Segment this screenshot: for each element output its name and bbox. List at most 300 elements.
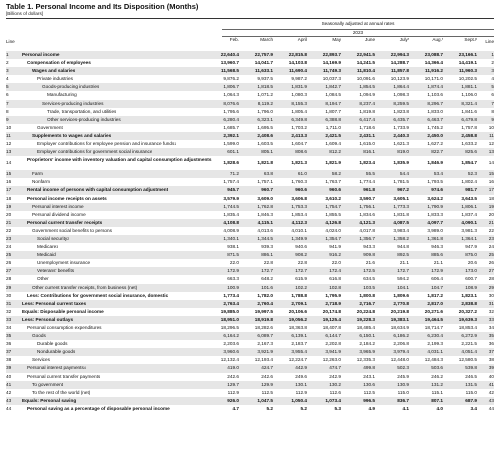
table-row [6,170,494,178]
row-label [37,148,152,156]
value-cell: 1,744.5 [223,203,239,209]
value-cell: 22,893.7 [322,52,341,57]
value-cell: 23,166.1 [458,52,477,57]
row-label [32,381,63,389]
value-cell: 11,690.4 [289,68,307,74]
value-cell: 822.7 [431,149,443,155]
value-cell: 8,321.4 [461,100,477,106]
month-revision-mark: r [407,37,409,41]
value-cell: 9,987.2 [291,76,307,82]
table-row [6,275,494,283]
value-cell: 1,685.7 [223,124,239,130]
value-cell: 6,349.8 [291,116,307,122]
month-header: March [260,37,273,42]
value-cell: 1,835.4 [223,211,239,217]
line-header-left: Line [6,39,15,44]
row-label [47,116,121,124]
value-cell: 104.1 [397,284,409,290]
table-row [6,316,494,324]
value-cell: 8,259.5 [393,100,409,106]
value-cell: 1,073.4 [325,397,341,403]
row-label-text: Personal income [22,52,60,57]
value-cell: 1,364.1 [461,235,477,241]
value-cell: 12,193.4 [254,357,273,363]
value-cell: 10,123.9 [390,76,409,82]
value-cell: 944.8 [397,244,409,250]
table-row [6,124,494,132]
row-label [32,170,43,178]
value-cell: 1,071.2 [257,92,273,98]
line-number-right: 33 [488,316,494,322]
table-row [6,235,494,243]
value-cell: 601.1 [227,149,239,155]
table-row [6,364,494,372]
value-cell: 648.2 [261,276,273,282]
value-cell: 442.9 [295,365,307,371]
value-cell: 946.3 [431,244,443,250]
value-cell: 4,051.4 [461,349,477,355]
line-number-right: 1 [491,52,494,57]
value-cell: 1,064.3 [223,92,239,98]
table-row [6,140,494,148]
value-cell: 2,450.0 [427,132,443,138]
line-number: 5 [6,84,9,90]
value-cell: 172.7 [295,268,307,274]
value-cell: 2,167.3 [257,341,273,347]
line-number-right: 38 [488,357,494,363]
line-number: 41 [6,381,12,387]
line-number-right: 31 [488,300,494,306]
value-cell: 3,981.3 [461,227,477,233]
line-number: 40 [6,373,12,379]
value-cell: 1,793.5 [427,179,443,185]
table-row [6,219,494,227]
table-row [6,243,494,251]
value-cell: 54.4 [399,171,409,177]
value-cell: 1,633.2 [461,141,477,147]
line-number-right: 28 [488,276,494,282]
value-cell: 960.6 [295,187,307,193]
value-cell: 3,606.8 [291,195,307,201]
line-number: 30 [6,292,12,298]
value-cell: 8,119.2 [257,100,273,106]
value-cell: 245.9 [397,373,409,379]
table-row [6,100,494,108]
value-cell: 1,855.5 [325,211,341,217]
line-number-right: 15 [488,171,494,177]
value-cell: 10,091.6 [356,76,375,82]
row-label [37,275,49,283]
line-number: 27 [6,268,12,274]
row-label [32,203,84,211]
value-cell: 112.6 [329,389,341,395]
row-label [37,348,75,356]
row-label-text: Personal current transfer payments [27,373,101,379]
value-cell: 71.2 [229,171,239,177]
value-cell: 1,805.4 [291,108,307,114]
value-cell: 938.1 [227,244,239,250]
line-number-right: 29 [488,284,494,290]
table-row [6,178,494,186]
table-row [6,251,494,259]
line-number-right: 42 [488,389,494,395]
value-cell: 1,050.4 [291,397,307,403]
row-label [32,178,50,186]
row-label [42,83,99,91]
value-cell: 1,833.0 [427,108,443,114]
value-cell: 825.6 [465,149,477,155]
value-cell: 2,183.7 [291,341,307,347]
line-number: 44 [6,405,12,411]
row-label [32,67,75,75]
table-body [6,51,494,413]
value-cell: 242.6 [227,373,239,379]
month-header: Feb. [229,37,239,42]
value-cell: 1,864.4 [393,84,409,90]
row-label [27,405,170,413]
row-label [22,51,60,59]
line-number-right: 41 [488,381,494,387]
value-cell: 10,202.5 [458,76,477,82]
month-header: July$^r$ [399,37,409,42]
line-number: 36 [6,341,12,347]
row-label [37,235,69,243]
value-cell: 1,340.1 [223,235,239,241]
line-number-right: 25 [488,252,494,258]
value-cell: 6,230.4 [427,333,443,339]
row-label [32,132,111,140]
table-row [6,59,494,67]
value-cell: 1,795.9 [325,292,341,298]
value-cell: 1,757.1 [257,179,273,185]
value-cell: 8,194.7 [325,100,341,106]
value-cell: 1,773.4 [223,292,239,298]
value-cell: 10,171.0 [424,76,443,82]
value-cell: 112.5 [363,389,375,395]
value-cell: 6,164.2 [223,333,239,339]
line-number-right: 3 [491,68,494,74]
line-number: 4 [6,76,9,82]
row-label-text: Supplements to wages and salaries [32,132,112,138]
value-cell: 1,774.4 [359,179,375,185]
table-row [6,51,494,59]
value-cell: 836.7 [397,397,409,403]
table-row [6,324,494,332]
value-cell: 947.9 [465,244,477,250]
value-cell: 12,335.3 [356,357,375,363]
value-cell: 1,621.3 [393,141,409,147]
line-number: 17 [6,187,12,193]
value-cell: 594.2 [397,276,409,282]
value-cell: 1,800.8 [359,292,375,298]
value-cell: 1,818.5 [257,84,273,90]
value-cell: 4.7 [232,405,239,411]
row-label-text: Compensation of employees [27,60,91,66]
value-cell: 3,941.9 [325,349,341,355]
value-cell: 172.9 [227,268,239,274]
line-number-right: 20 [488,211,494,217]
value-cell: 1,094.9 [359,92,375,98]
value-cell: 101.6 [261,284,273,290]
line-number: 2 [6,60,9,66]
row-label [27,219,102,227]
row-label [27,157,227,163]
row-label [22,300,86,308]
value-cell: 108.9 [465,284,477,290]
line-number: 26 [6,260,12,266]
value-cell: 6,144.7 [325,333,341,339]
value-cell: 1,831.8 [393,211,409,217]
row-label-text: Social security [37,235,68,241]
value-cell: 1,823.1 [461,292,477,298]
line-number: 9 [6,116,9,122]
value-cell: 58.2 [331,171,341,177]
value-cell: 22,941.5 [356,52,375,57]
line-number: 21 [6,219,12,225]
value-cell: 1,817.2 [427,292,443,298]
value-cell: 1,098.3 [393,92,409,98]
row-label-text: Proprietors' income with inventory valuation and capital consumption adjustments [27,157,212,163]
month-header: April [297,37,307,42]
row-label-text: Farm [32,171,43,177]
value-cell: 812.2 [329,149,341,155]
table-row [6,108,494,116]
value-cell: 5.2 [300,405,307,411]
line-number: 18 [6,195,12,201]
value-cell: 4,112.3 [291,219,307,225]
row-label [37,251,56,259]
value-cell: 12,580.5 [458,357,477,363]
value-cell: 908.2 [295,252,307,258]
value-cell: 112.9 [227,389,239,395]
value-cell: 4,031.1 [427,349,443,355]
value-cell: 22,815.8 [288,52,307,57]
value-cell: 871.5 [227,252,239,258]
value-cell: 6,323.1 [257,116,273,122]
value-cell: 1,806.1 [461,203,477,209]
table-row [6,389,494,397]
line-number: 19 [6,203,12,209]
value-cell: 242.9 [329,373,341,379]
line-number: 1 [6,52,9,57]
value-cell: 634.5 [363,276,375,282]
value-cell: 6,280.4 [223,116,239,122]
row-label-text: To government [32,381,64,387]
value-cell: 1,103.6 [427,92,443,98]
value-cell: 2,202.8 [325,341,341,347]
line-number-right: 8 [491,108,494,114]
table-row [6,83,494,91]
value-cell: 1,828.6 [223,160,239,166]
value-cell: 1,047.5 [257,397,273,403]
table-row [6,340,494,348]
row-label [32,389,90,397]
line-number-right: 34 [488,325,494,330]
line-number: 32 [6,308,12,314]
line-number: 42 [6,389,12,395]
value-cell: 1,106.0 [461,92,477,98]
line-number-right: 37 [488,349,494,355]
line-number: 13 [6,149,12,155]
value-cell: 103.5 [363,284,375,290]
table-title: Table 1. Personal Income and Its Disposition (Months) [6,2,199,11]
line-number: 22 [6,227,12,233]
value-cell: 8,296.7 [427,100,443,106]
line-header-right: Line [485,39,494,44]
value-cell: 1,609.4 [325,141,341,147]
value-cell: 2,838.8 [461,300,477,306]
line-number: 35 [6,333,12,339]
table-row [6,308,494,316]
value-cell: 6,139.1 [291,333,307,339]
table-row [6,292,494,300]
row-label [22,397,76,405]
line-number: 23 [6,235,12,241]
value-cell: 18,919.8 [254,316,273,322]
value-cell: 18,296.5 [220,325,239,330]
value-cell: 1,846.9 [427,160,443,166]
value-cell: 1,603.5 [257,141,273,147]
value-cell: 61.0 [297,171,307,177]
row-label-text: Nonfarm [32,179,50,185]
row-label-text: Employer contributions for government social insurance [37,149,153,155]
value-cell: 19,228.3 [356,316,375,322]
line-number-right: 26 [488,260,494,266]
value-cell: 12,132.4 [220,357,239,363]
line-number: 16 [6,179,12,185]
value-cell: 2,199.3 [427,341,443,347]
value-cell: 19,383.1 [390,316,409,322]
value-cell: 1,753.3 [291,203,307,209]
value-cell: 130.9 [397,381,409,387]
line-number: 14 [6,160,12,166]
row-label-text: Veterans' benefits [37,268,75,274]
table-row [6,267,494,275]
value-cell: 1,757.8 [461,124,477,130]
row-label-text: Other current transfer receipts, from business (net) [32,284,138,290]
table-row [6,356,494,364]
value-cell: 22.0 [331,260,341,266]
value-cell: 4.1 [402,405,409,411]
value-cell: 1,796.0 [257,108,273,114]
table-row [6,195,494,203]
value-cell: 19,639.3 [458,316,477,322]
line-number: 10 [6,124,12,130]
row-label-text: Unemployment insurance [37,260,91,266]
value-cell: 22,994.3 [390,52,409,57]
line-number-right: 12 [488,141,494,147]
line-number: 24 [6,244,12,250]
line-number: 34 [6,325,12,330]
value-cell: 100.9 [227,284,239,290]
row-label-text: Less: Personal current taxes [22,300,87,306]
table-row [6,284,494,292]
row-label [27,373,100,381]
value-cell: 4.9 [368,405,375,411]
value-cell: 14,169.9 [322,60,341,66]
value-cell: 2,221.5 [461,341,477,347]
value-cell: 6,417.4 [359,116,375,122]
line-number-right: 17 [488,187,494,193]
value-cell: 3,624.2 [427,195,443,201]
line-number: 3 [6,68,9,74]
value-cell: 14,288.7 [390,60,409,66]
value-cell: 55.5 [365,171,375,177]
value-cell: 1,084.5 [325,92,341,98]
row-label-text: Equals: Personal saving [22,397,77,403]
value-cell: 2,709.1 [291,300,307,306]
row-label [47,108,116,116]
month-header: May [332,37,341,42]
row-label-text: Services-producing industries [42,100,104,106]
value-cell: 1,821.3 [291,160,307,166]
line-number-right: 19 [488,203,494,209]
line-number: 25 [6,252,12,258]
value-cell: 1,361.8 [427,235,443,241]
line-number-right: 30 [488,292,494,298]
value-cell: 2,184.2 [359,341,375,347]
table-header [6,18,494,52]
value-cell: 3,983.4 [393,227,409,233]
value-cell: 19,056.2 [288,316,307,322]
value-cell: 2,718.9 [325,300,341,306]
row-label [37,267,74,275]
value-cell: 11,633.1 [255,68,273,74]
value-cell: 1,718.6 [359,124,375,130]
value-cell: 1,604.7 [291,141,307,147]
value-cell: 1,695.5 [257,124,273,130]
value-cell: 808.6 [295,149,307,155]
value-cell: 4,097.7 [427,219,443,225]
line-number: 43 [6,397,12,403]
value-cell: 6,089.7 [257,333,273,339]
value-cell: 4,115.1 [257,219,273,225]
row-label-text: Durable goods [37,341,68,347]
line-number: 29 [6,284,12,290]
value-cell: 909.8 [363,252,375,258]
value-cell: 1,788.8 [291,292,307,298]
row-label [32,356,50,364]
value-cell: 130.6 [363,381,375,387]
row-label-text: Personal interest income [32,203,84,209]
value-cell: 14,103.8 [288,60,307,66]
value-cell: 474.7 [329,365,341,371]
value-cell: 1,757.4 [223,179,239,185]
value-cell: 18,951.0 [220,316,239,322]
value-cell: 3,605.1 [393,195,409,201]
value-cell: 1,615.0 [359,141,375,147]
value-cell: 246.5 [465,373,477,379]
table-row [6,259,494,267]
row-label-text: Services [32,357,50,363]
line-number-right: 11 [489,132,494,138]
footnote-mark: 1 [174,142,177,147]
value-cell: 22,640.4 [220,52,239,57]
row-label [27,195,107,203]
value-cell: 2,206.8 [393,341,409,347]
value-cell: 18,634.9 [390,325,409,330]
row-label-text: Government social benefits to persons [32,227,112,233]
value-cell: 172.5 [363,268,375,274]
value-cell: 2,716.7 [359,300,375,306]
value-cell: 1,809.6 [393,292,409,298]
row-label [22,308,104,316]
value-cell: 102.8 [329,284,341,290]
value-cell: 4,126.8 [325,219,341,225]
value-cell: 11,568.5 [221,68,239,74]
value-cell: 20,174.8 [322,308,341,314]
year-label: 2023 [222,29,494,37]
